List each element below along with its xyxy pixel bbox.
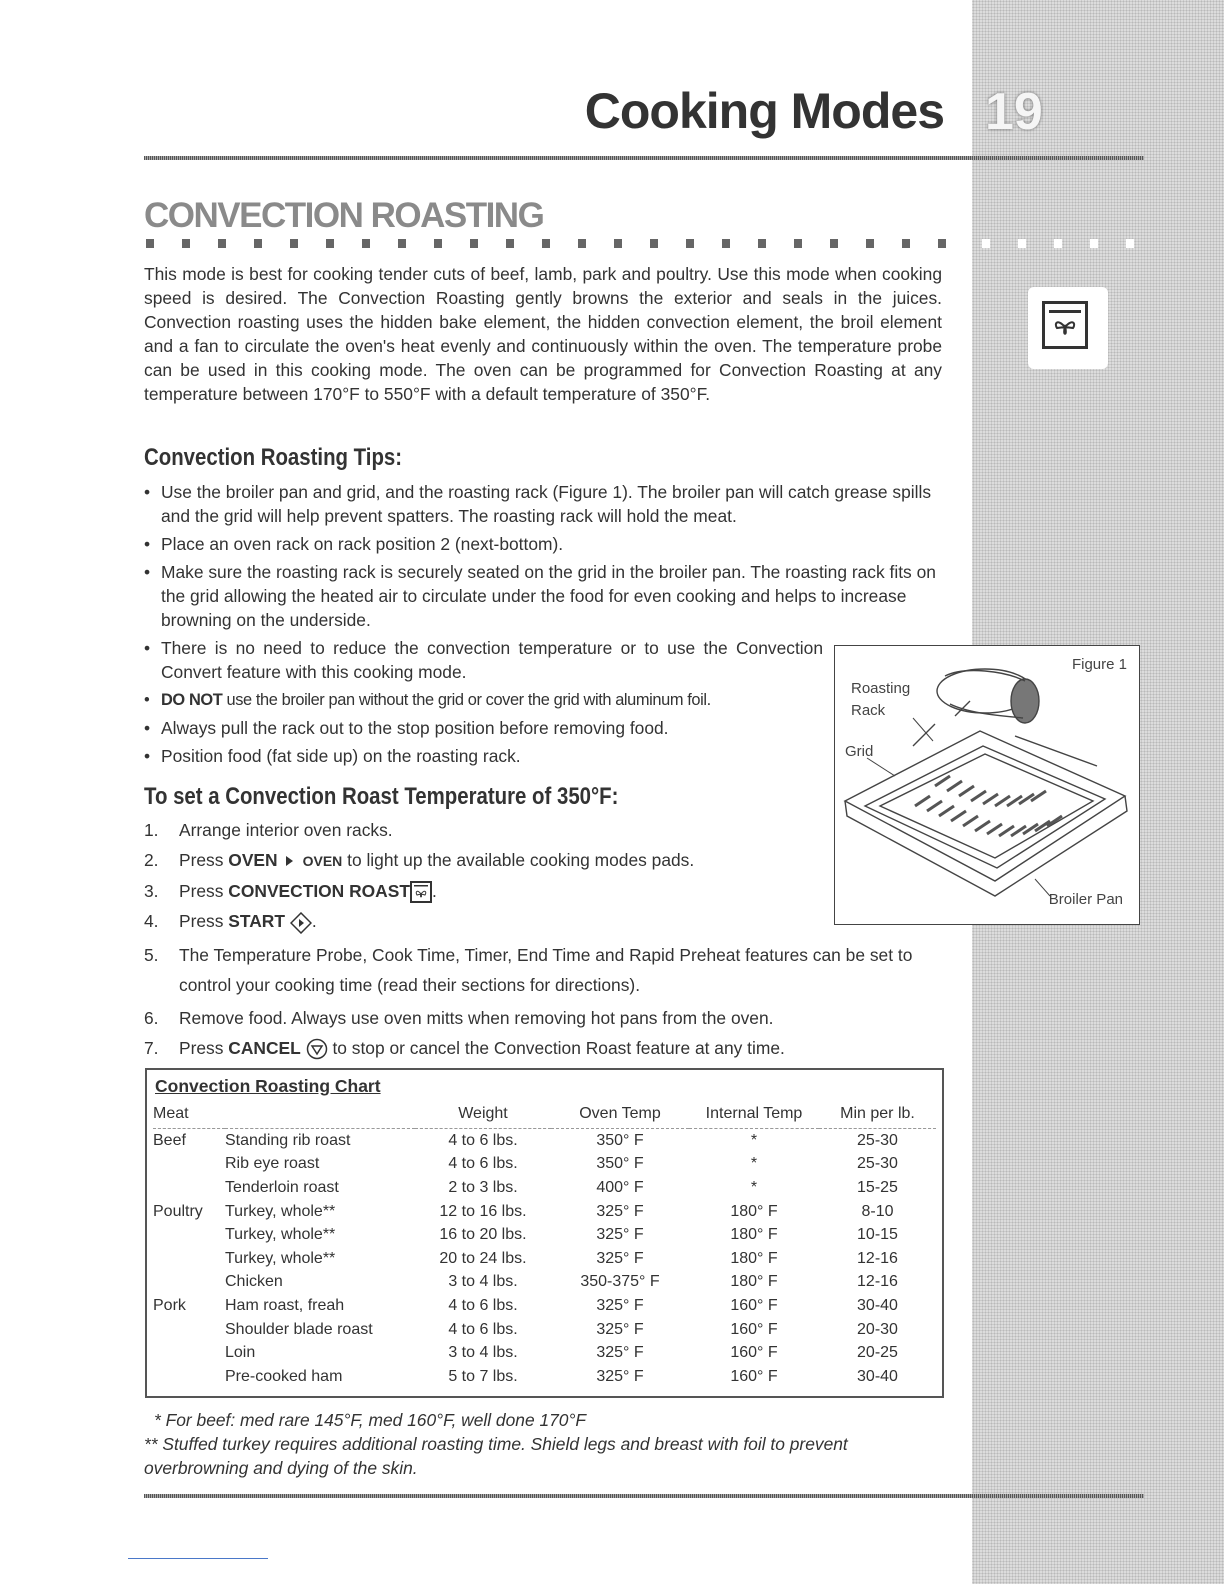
- list-item: [144, 1036, 944, 1060]
- cell: Beef: [153, 1131, 186, 1149]
- cell: [153, 1176, 225, 1200]
- cell: 8-10: [861, 1202, 894, 1220]
- table-row: [153, 1176, 936, 1200]
- arrow-right-icon: [286, 856, 293, 866]
- cell: 2 to 3 lbs.: [448, 1178, 518, 1196]
- list-item: [144, 1006, 944, 1030]
- cell: 160° F: [730, 1320, 778, 1338]
- cancel-key-label: CANCEL: [228, 1037, 301, 1058]
- roasting-label: Roasting: [851, 680, 911, 697]
- page-title: Cooking Modes: [584, 83, 944, 139]
- cell: 20-25: [857, 1344, 898, 1362]
- do-not-label: DO NOT: [161, 691, 223, 709]
- col-min-per-lb: Min per lb.: [819, 1104, 936, 1129]
- step-number: 5.: [144, 944, 159, 965]
- footnotes: [144, 1408, 924, 1480]
- dotted-divider: [146, 239, 956, 248]
- cell: [153, 1341, 225, 1365]
- list-item: [144, 688, 823, 712]
- cell: 20-30: [857, 1320, 898, 1338]
- grid-label: Grid: [845, 743, 874, 760]
- list-item: • There is no need to reduce the convection temperature or to use the Convection Convert feature with this cooking mode.: [144, 636, 823, 684]
- period: .: [431, 881, 437, 901]
- dotted-divider-sidebar: [982, 239, 1142, 248]
- table-row: [153, 1294, 936, 1318]
- step-number: 7.: [144, 1037, 159, 1058]
- list-item: • Always pull the rack out to the stop position before removing food.: [144, 716, 942, 740]
- cell: 12 to 16 lbs.: [439, 1202, 527, 1220]
- oven-pad-label: OVEN: [302, 853, 343, 869]
- page-number: 19: [985, 83, 1043, 141]
- cell: Chicken: [225, 1273, 283, 1291]
- cell: Pre-cooked ham: [225, 1367, 343, 1385]
- cell: 180° F: [730, 1273, 778, 1291]
- step-text: Press: [179, 850, 229, 870]
- col-oven-temp: Oven Temp: [551, 1104, 689, 1129]
- col-internal-temp: Internal Temp: [689, 1104, 819, 1129]
- do-not-text: use the broiler pan without the grid or cover the grid with aluminum foil.: [222, 691, 711, 709]
- convection-fan-icon: [410, 881, 432, 903]
- cell: 4 to 6 lbs.: [448, 1131, 518, 1149]
- cancel-circle-icon: [306, 1038, 328, 1060]
- tips-heading: Convection Roasting Tips:: [144, 444, 403, 471]
- cell: 325° F: [596, 1344, 644, 1362]
- cell: [153, 1271, 225, 1295]
- cell: [153, 1318, 225, 1342]
- cell: Turkey, whole**: [225, 1226, 336, 1244]
- cell: [153, 1223, 225, 1247]
- cell: Turkey, whole**: [225, 1249, 336, 1267]
- footnote-turkey: ** Stuffed turkey requires additional roasting time. Shield legs and breast with foil to prevent overbrowning and dying of the skin.: [144, 1434, 848, 1478]
- footer-link-line: [128, 1558, 268, 1559]
- cell: 325° F: [596, 1226, 644, 1244]
- cell: 180° F: [730, 1202, 778, 1220]
- list-item: [144, 940, 944, 1000]
- cell: 325° F: [596, 1249, 644, 1267]
- oven-key-label: OVEN: [228, 850, 278, 870]
- cell: 325° F: [596, 1202, 644, 1220]
- cell: 350-375° F: [580, 1273, 660, 1291]
- intro-paragraph: This mode is best for cooking tender cuts of beef, lamb, park and poultry. Use this mode when cooking speed is desired. The Convection Roasting gently browns the exterior and seals in the juices. Convection roasting uses the hidden bake element, the hidden convection element, the broil element and a fan to circulate the oven's heat evenly and continuously within the oven. The temperature probe can be used in this cooking mode. The oven can be programmed for Convection Roasting at any temperature between 170°F to 550°F with a default temperature of 350°F.: [144, 264, 942, 404]
- cell: 160° F: [730, 1367, 778, 1385]
- list-item: [144, 879, 944, 903]
- cell: Tenderloin roast: [225, 1178, 339, 1196]
- step-number: 1.: [144, 820, 159, 840]
- convection-roast-icon: [1028, 287, 1108, 369]
- cell: Shoulder blade roast: [225, 1320, 373, 1338]
- cell: 160° F: [730, 1296, 778, 1314]
- tips-list: [144, 480, 942, 772]
- footnote-beef: * For beef: med rare 145°F, med 160°F, well done 170°F: [154, 1410, 587, 1430]
- cell: 25-30: [857, 1155, 898, 1173]
- cell: 10-15: [857, 1226, 898, 1244]
- cell: 325° F: [596, 1367, 644, 1385]
- cell: 325° F: [596, 1320, 644, 1338]
- cell: *: [750, 1131, 758, 1149]
- cell: *: [750, 1155, 758, 1173]
- cell: 25-30: [857, 1131, 898, 1149]
- table-row: [153, 1153, 936, 1177]
- list-item: [144, 848, 944, 873]
- period: .: [311, 911, 317, 932]
- step-text: The Temperature Probe, Cook Time, Timer, End Time and Rapid Preheat features can be set to control your cooking time (read their sections for directions).: [179, 944, 913, 995]
- chart-table: [153, 1104, 936, 1389]
- table-row: [153, 1223, 936, 1247]
- cell: 180° F: [730, 1249, 778, 1267]
- cell: [153, 1365, 225, 1389]
- list-item: • Position food (fat side up) on the roasting rack.: [144, 744, 942, 768]
- steps-heading: To set a Convection Roast Temperature of 350°F:: [144, 783, 619, 810]
- cell: 12-16: [857, 1249, 898, 1267]
- step-number: 4.: [144, 911, 159, 932]
- list-item: • Use the broiler pan and grid, and the roasting rack (Figure 1). The broiler pan will catch grease spills and the grid will help prevent spatters. The roasting rack will hold the meat.: [144, 480, 942, 528]
- figure-label: Figure 1: [1071, 656, 1127, 673]
- footer-rule: [144, 1494, 1144, 1498]
- table-row: [153, 1365, 936, 1389]
- table-row: [153, 1341, 936, 1365]
- cell: Loin: [225, 1344, 256, 1362]
- step-text: Press: [179, 1037, 229, 1058]
- table-row: [153, 1200, 936, 1224]
- cell: Poultry: [153, 1202, 203, 1220]
- cell: [153, 1247, 225, 1271]
- convection-roast-key-label: CONVECTION ROAST: [228, 881, 410, 901]
- chart-title: Convection Roasting Chart: [155, 1076, 381, 1096]
- step-text: to stop or cancel the Convection Roast feature at any time.: [327, 1037, 785, 1058]
- step-text: to light up the available cooking modes pads.: [342, 850, 695, 870]
- cell: Standing rib roast: [225, 1131, 351, 1149]
- cell: 3 to 4 lbs.: [448, 1344, 518, 1362]
- step-number: 3.: [144, 881, 159, 901]
- cell: 4 to 6 lbs.: [448, 1320, 518, 1338]
- table-row: [153, 1271, 936, 1295]
- cell: Pork: [153, 1296, 186, 1314]
- cell: 4 to 6 lbs.: [448, 1155, 518, 1173]
- cell: 400° F: [596, 1178, 644, 1196]
- table-row: [153, 1318, 936, 1342]
- step-number: 6.: [144, 1007, 159, 1028]
- start-key-label: START: [228, 911, 285, 932]
- step-text: Press: [179, 911, 229, 932]
- convection-roasting-chart: [145, 1068, 944, 1398]
- cell: 350° F: [596, 1155, 644, 1173]
- list-item: [144, 818, 944, 842]
- header-rule: [144, 156, 1144, 160]
- cell: 4 to 6 lbs.: [448, 1296, 518, 1314]
- step-text: Press: [179, 881, 229, 901]
- cell: Rib eye roast: [225, 1155, 320, 1173]
- table-header-row: [153, 1104, 936, 1129]
- cell: 160° F: [730, 1344, 778, 1362]
- col-cut: [225, 1104, 415, 1129]
- cell: [153, 1153, 225, 1177]
- cell: 30-40: [857, 1296, 898, 1314]
- section-title: CONVECTION ROASTING: [144, 196, 544, 235]
- list-item: • Place an oven rack on rack position 2 (next-bottom).: [144, 532, 942, 556]
- cell: *: [750, 1178, 758, 1196]
- table-row: [153, 1129, 936, 1153]
- cell: 3 to 4 lbs.: [448, 1273, 518, 1291]
- col-weight: Weight: [415, 1104, 551, 1129]
- cell: 350° F: [596, 1131, 644, 1149]
- list-item: [144, 909, 944, 933]
- cell: 15-25: [857, 1178, 898, 1196]
- col-meat: Meat: [153, 1104, 225, 1129]
- steps-list: [144, 818, 944, 1066]
- cell: 20 to 24 lbs.: [439, 1249, 527, 1267]
- list-item: • Make sure the roasting rack is securely seated on the grid in the broiler pan. The roasting rack fits on the grid allowing the heated air to circulate under the food for even cooking and helps to increase browning on the underside.: [144, 560, 942, 632]
- cell: Ham roast, freah: [225, 1296, 345, 1314]
- cell: Turkey, whole**: [225, 1202, 336, 1220]
- step-text: Arrange interior oven racks.: [179, 820, 393, 840]
- cell: 325° F: [596, 1296, 644, 1314]
- rack-label: Rack: [851, 702, 886, 719]
- cell: 180° F: [730, 1226, 778, 1244]
- cell: 5 to 7 lbs.: [448, 1367, 518, 1385]
- cell: 12-16: [857, 1273, 898, 1291]
- cell: 30-40: [857, 1367, 898, 1385]
- cell: 16 to 20 lbs.: [439, 1226, 527, 1244]
- step-text: Remove food. Always use oven mitts when removing hot pans from the oven.: [179, 1007, 774, 1028]
- table-row: [153, 1247, 936, 1271]
- start-diamond-icon: [290, 912, 312, 934]
- broiler-pan-label: Broiler Pan: [1048, 891, 1123, 908]
- step-number: 2.: [144, 850, 159, 870]
